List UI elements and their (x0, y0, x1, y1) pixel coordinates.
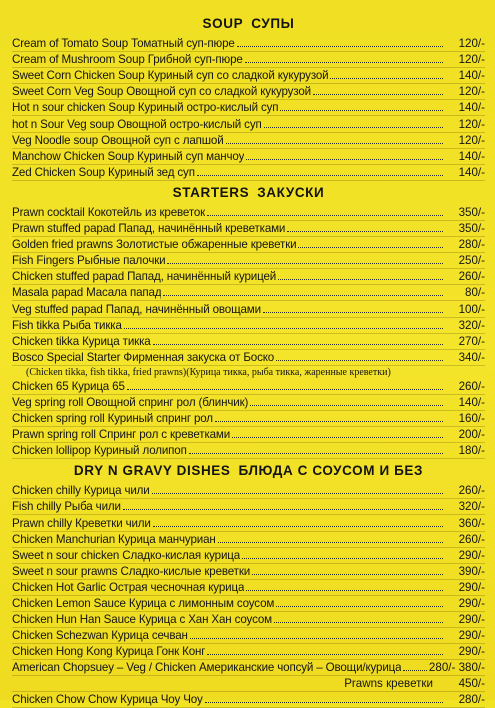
section-title-en: STARTERS (172, 184, 250, 200)
dot-leader (246, 159, 443, 160)
menu-item (12, 692, 485, 708)
menu-item-name: Chicken tikka Курица тикка (12, 334, 151, 348)
menu-item-name: Chicken Manchurian Курица манчуриан (12, 532, 216, 546)
menu-item (12, 628, 485, 644)
menu-item-price: 320/- (458, 318, 485, 332)
menu-item-price: 290/- (458, 548, 485, 562)
menu-item-price: 140/- (458, 101, 485, 115)
menu-item (12, 532, 485, 548)
menu-item-name: Hot n sour chicken Soup Куриный остро-кислый суп (12, 101, 279, 115)
menu-item-name: Chicken Hong Kong Курица Гонк Конг (12, 645, 206, 659)
section-title-ru: ЗАКУСКИ (257, 184, 325, 200)
menu-item (12, 515, 485, 531)
menu-item-name: Chicken spring roll Куриный спринг рол (12, 412, 213, 426)
section-title (12, 183, 485, 202)
dot-leader (264, 127, 443, 128)
menu-item (12, 133, 485, 149)
menu-item (12, 483, 485, 499)
dot-leader (313, 94, 443, 95)
menu-item-name: Golden fried prawns Золотистые обжаренные креветки (12, 238, 297, 252)
menu-item-name: Veg spring roll Овощной спринг рол (блинчик) (12, 395, 249, 409)
menu-item-price: 390/- (458, 564, 485, 578)
menu-item (12, 612, 485, 628)
dot-leader (250, 405, 443, 406)
menu-item (12, 395, 485, 411)
dot-leader (274, 622, 443, 623)
dot-leader (226, 143, 443, 144)
menu-item-price: 80/- (465, 286, 485, 300)
dot-leader (276, 360, 443, 361)
menu-item-name: Chicken stuffed papad Папад, начинённый курицей (12, 270, 277, 284)
menu-item (12, 237, 485, 253)
menu-item-price: 290/- (458, 629, 485, 643)
dot-leader (189, 453, 443, 454)
section-title-ru: СУПЫ (251, 16, 295, 31)
dot-leader (153, 344, 443, 345)
menu-item-name: Veg Noodle soup Овощной суп с лапшой (12, 133, 224, 147)
menu-item (12, 580, 485, 596)
dot-leader (252, 574, 443, 575)
dot-leader (124, 328, 443, 329)
menu-item (12, 84, 485, 100)
menu-item-price: 120/- (458, 37, 485, 51)
menu-item-price: 280/- (458, 238, 485, 252)
menu-item-price: 280/- (458, 693, 485, 707)
menu-item (12, 149, 485, 165)
menu-item (12, 334, 485, 350)
dot-leader (123, 509, 443, 510)
menu-item-name: Cream of Mushroom Soup Грибной суп-пюре (12, 53, 243, 67)
menu-item (12, 269, 485, 285)
menu-item-price: 100/- (458, 302, 485, 316)
menu-item (12, 68, 485, 84)
menu-item (12, 318, 485, 334)
dot-leader (287, 231, 443, 232)
section-title (12, 461, 485, 480)
dot-leader (278, 279, 443, 280)
menu-item-price: 120/- (458, 85, 485, 99)
menu-item (12, 205, 485, 221)
menu-item-name: Masala papad Масала папад (12, 286, 162, 300)
dot-leader (163, 295, 443, 296)
menu-item-price: 180/- (458, 444, 485, 458)
menu-item-name: Sweet Corn Veg Soup Овощной суп со сладкой кукурузой (12, 85, 311, 99)
menu-item-name: Sweet n sour prawns Сладко-кислые креветки (12, 564, 251, 578)
section-title-en: SOUP (202, 16, 244, 31)
menu-item (12, 564, 485, 580)
dot-leader (207, 215, 443, 216)
menu-item-price: 290/- (458, 597, 485, 610)
menu-item (12, 301, 485, 317)
menu-item (12, 644, 485, 660)
menu-item-price: 280/- 380/- (428, 661, 485, 675)
dot-leader (403, 670, 426, 671)
menu-item (12, 548, 485, 564)
dot-leader (205, 702, 443, 703)
dot-leader (197, 175, 443, 176)
dot-leader (190, 638, 443, 639)
menu-item-price: 350/- (458, 205, 485, 219)
menu-item (12, 165, 485, 181)
menu-item-price: 320/- (458, 500, 485, 514)
dot-leader (330, 78, 443, 79)
menu-item-price: 360/- (458, 516, 485, 530)
dot-leader (232, 437, 443, 438)
menu-item-price: 340/- (458, 350, 485, 364)
dot-leader (153, 526, 443, 527)
menu-item-name: Sweet Corn Chicken Soup Куриный суп со сладкой кукурузой (12, 69, 329, 83)
menu-item-price: 140/- (458, 395, 485, 409)
menu-item-name: Chicken Schezwan Курица сечван (12, 629, 188, 643)
menu-item-price: 140/- (458, 165, 485, 179)
dot-leader (127, 389, 443, 390)
menu-item (12, 499, 485, 515)
menu-item (12, 36, 485, 52)
menu-item-name: Sweet n sour chicken Сладко-кислая курица (12, 548, 241, 562)
menu-item-name: Bosco Special Starter Фирменная закуска от Боско (12, 350, 275, 364)
menu-item-name: Chicken Lemon Sauce Курица с лимонным соусом (12, 597, 275, 610)
menu-item-name: Chicken 65 Курица 65 (12, 379, 125, 393)
dot-leader (242, 558, 443, 559)
menu-item-price: 260/- (458, 379, 485, 393)
menu-item-name: Fish chilly Рыба чили (12, 500, 121, 514)
menu-item-name: Prawn spring roll Спринг рол с креветками (12, 428, 231, 442)
menu-item-sub (12, 676, 485, 692)
menu-item-name: Chicken chilly Курица чили (12, 484, 150, 498)
menu-item-name: hot n Sour Veg soup Овощной остро-кислый суп (12, 117, 262, 131)
dot-leader (237, 46, 443, 47)
menu-item-price: 260/- (458, 270, 485, 284)
menu-item-price: 260/- (458, 532, 485, 546)
menu-item-name: Fish tikka Рыба тикка (12, 318, 122, 332)
menu-item (12, 411, 485, 427)
menu-item-name: Prawn cocktail Кокотейль из креветок (12, 205, 206, 219)
menu-item (12, 379, 485, 395)
menu-item-price: 270/- (458, 334, 485, 348)
menu-item-name: American Chopsuey – Veg / Chicken Американские чопсуй – Овощи/курица (12, 661, 402, 675)
menu-item-name: Zed Chicken Soup Куриный зед суп (12, 165, 195, 179)
menu-item-name: Chicken Hot Garlic Острая чесночная курица (12, 580, 245, 594)
dot-leader (218, 542, 443, 543)
menu-item-name: Chicken Chow Chow Курица Чоу Чоу (12, 693, 203, 707)
menu-item-name: Cream of Tomato Soup Томатный суп-пюре (12, 37, 235, 51)
menu-item-price: 200/- (458, 428, 485, 442)
menu-item-name: Manchow Chicken Soup Куриный суп манчоу (12, 149, 245, 163)
menu-item-name: Prawn stuffed papad Папад, начинённый креветками (12, 222, 286, 236)
menu-item-name: Prawn chilly Креветки чили (12, 516, 151, 530)
menu-item-price: 120/- (458, 117, 485, 131)
menu-item-price: 160/- (458, 412, 485, 426)
menu-item-name: Veg stuffed papad Папад, начинённый овощами (12, 302, 261, 316)
menu-item (12, 285, 485, 301)
dot-leader (246, 590, 443, 591)
menu-item-price: 450/- (458, 677, 485, 691)
menu-item (12, 100, 485, 116)
menu-item-price: 290/- (458, 645, 485, 659)
menu-item-price: 350/- (458, 222, 485, 236)
menu-item-name: Chicken Hun Han Sauce Курица с Хан Хан соусом (12, 613, 272, 627)
menu-item-note: (Chicken tikka, fish tikka, fried prawns)(Курица тикка, рыба тикка, жаренные креветки) (26, 366, 391, 378)
menu-item (12, 660, 485, 676)
menu-item (12, 596, 485, 612)
dot-leader (276, 606, 443, 607)
menu-item-price: 120/- (458, 133, 485, 147)
dot-leader (280, 110, 443, 111)
dot-leader (245, 62, 443, 63)
menu-item-price: 290/- (458, 580, 485, 594)
dot-leader (263, 312, 443, 313)
dot-leader (298, 247, 443, 248)
menu-item-price: 140/- (458, 149, 485, 163)
menu-item (12, 221, 485, 237)
menu-item (12, 443, 485, 459)
dot-leader (215, 421, 443, 422)
menu-item-price: 290/- (458, 613, 485, 627)
section-title-ru: БЛЮДА С СОУСОМ И БЕЗ (238, 463, 424, 479)
menu-item-price: 260/- (458, 484, 485, 498)
menu-item-price: 250/- (458, 254, 485, 268)
section-title (12, 14, 485, 33)
menu-item (12, 116, 485, 132)
dot-leader (207, 654, 443, 655)
menu-item-name: Prawns креветки (344, 677, 433, 691)
menu-item (12, 253, 485, 269)
menu-item (12, 427, 485, 443)
menu-item-name: Fish Fingers Рыбные палочки (12, 254, 166, 268)
dot-leader (152, 493, 443, 494)
dot-leader (167, 263, 443, 264)
menu-item (12, 52, 485, 68)
menu-item-price: 140/- (458, 69, 485, 83)
menu-item-price: 120/- (458, 53, 485, 67)
menu-item (12, 350, 485, 366)
menu-item-name: Chicken lollipop Куриный лолипоп (12, 444, 187, 458)
section-title-en: DRY N GRAVY DISHES (73, 463, 231, 479)
